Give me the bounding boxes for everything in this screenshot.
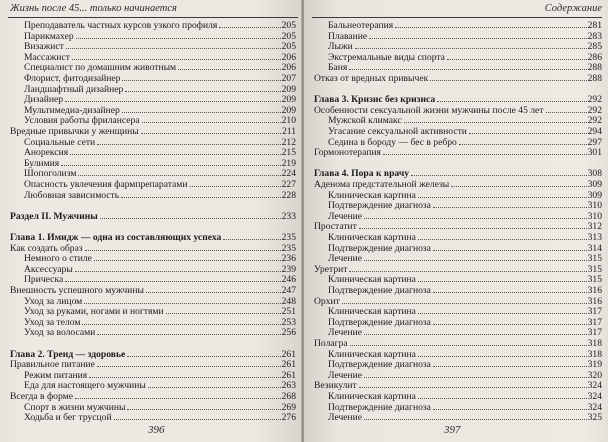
dot-leader	[433, 250, 587, 251]
toc-entry-title: Подтверждение диагноза	[328, 316, 431, 328]
toc-entry-title: Условия работы фрилансера	[24, 115, 140, 127]
toc-entry	[328, 412, 602, 424]
toc-entry-page: 209	[281, 104, 296, 116]
dot-leader	[146, 292, 281, 293]
toc-entry-title: Мультимедиа-дизайнер	[24, 104, 120, 116]
toc-entry-page: 294	[587, 126, 602, 137]
toc-entry-page: 251	[281, 306, 296, 318]
toc-entry-title: Немного о стиле	[24, 253, 92, 265]
page-number: 396	[148, 424, 165, 436]
dot-leader	[127, 409, 280, 410]
dot-leader	[166, 313, 281, 314]
dot-leader	[433, 207, 587, 208]
toc-entry-title: Клиническая картина	[328, 306, 416, 318]
toc-entry-title: Уход за руками, ногами и ногтями	[24, 306, 164, 318]
dot-leader	[364, 377, 587, 378]
toc-entry-title: Визажист	[24, 41, 64, 53]
toc-entry-page: 315	[587, 263, 602, 275]
dot-leader	[97, 366, 281, 367]
dot-leader	[459, 144, 587, 145]
toc-entry-page: 308	[587, 168, 602, 180]
toc-entry-page: 261	[281, 359, 296, 371]
toc-entry-page: 319	[587, 359, 602, 371]
toc-entry-page: 210	[281, 115, 296, 127]
toc-entry-title: Гормонотерапия	[314, 147, 381, 159]
dot-leader	[190, 186, 281, 187]
dot-leader	[369, 38, 586, 39]
dot-leader	[546, 112, 587, 113]
toc-entry-page: 261	[281, 369, 296, 381]
dot-leader	[418, 398, 587, 399]
toc-entry-title: Глава 2. Тренд — здоровье	[10, 348, 126, 360]
toc-entry-page: 215	[281, 147, 296, 159]
dot-leader	[355, 48, 587, 49]
dot-leader	[418, 281, 587, 282]
toc-entry-title: Дизайнер	[24, 94, 64, 106]
dot-leader	[364, 334, 587, 335]
toc-entry-page: 297	[587, 136, 602, 148]
toc-entry-title: Еда для настоящего мужчины	[24, 380, 146, 392]
toc-entry-page: 219	[281, 157, 296, 169]
toc-entry-page: 239	[281, 263, 296, 275]
toc-entry-title: Спорт в жизни мужчины	[24, 401, 126, 413]
toc-entry-page: 205	[281, 20, 296, 31]
dot-leader	[75, 398, 281, 399]
toc-entry-page: 269	[281, 401, 296, 413]
dot-leader	[82, 324, 280, 325]
dot-leader	[178, 69, 280, 70]
toc-entry-title: Как создать образ	[10, 242, 83, 254]
toc-entry-page: 283	[587, 30, 602, 42]
dot-leader	[418, 197, 587, 198]
toc-entry-title: Социальные сети	[24, 136, 96, 148]
toc-entry-page: 315	[587, 253, 602, 265]
dot-leader	[383, 154, 587, 155]
toc-entry-title: Везикулит	[314, 380, 357, 392]
toc-entry-page: 205	[281, 30, 296, 42]
toc-entry-title: Уход за телом	[24, 316, 81, 328]
toc-entry-title: Клиническая картина	[328, 189, 416, 201]
toc-entry-page: 318	[587, 348, 602, 360]
toc-entry-title: Уретрит	[314, 263, 348, 275]
toc-entry-title: Ходьба и бег трусцой	[24, 412, 112, 424]
toc-entry-page: 247	[281, 285, 296, 296]
dot-leader	[451, 186, 586, 187]
dot-leader	[97, 144, 280, 145]
toc-entry-page: 207	[281, 73, 296, 84]
toc-entry-page: 313	[587, 232, 602, 243]
toc-entry-page: 235	[281, 242, 296, 254]
toc-entry-page: 324	[587, 391, 602, 402]
toc-entry-title: Вредные привычки у женщины	[10, 126, 139, 137]
dot-leader	[433, 292, 587, 293]
toc-entry-title: Правильное питание	[10, 359, 95, 371]
dot-leader	[89, 377, 280, 378]
dot-leader	[122, 112, 281, 113]
toc-entry-title: Шопоголизм	[24, 168, 77, 180]
toc-entry-title: Мужской климакс	[328, 115, 402, 127]
toc-entry-title: Любовная зависимость	[24, 189, 120, 201]
toc-entry-page: 281	[587, 20, 602, 31]
dot-leader	[100, 218, 281, 219]
right-page	[304, 0, 608, 442]
toc-entry-title: Лыжи	[328, 41, 353, 53]
dot-leader	[359, 228, 587, 229]
toc-entry-title: Глава 3. Кризис без кризиса	[314, 94, 436, 106]
dot-leader	[65, 281, 280, 282]
toc-entry-title: Лечение	[328, 327, 363, 339]
toc-entry-page: 292	[587, 94, 602, 106]
toc-entry-page: 286	[587, 51, 602, 63]
dot-leader	[364, 419, 587, 420]
dot-leader	[447, 59, 587, 60]
toc-entry-title: Лечение	[328, 369, 363, 381]
toc-entry-title: Специалист по домашним животным	[24, 62, 177, 74]
toc-entry-title: Лечение	[328, 210, 363, 222]
toc-entry-page: 212	[281, 136, 296, 148]
toc-entry-page: 288	[587, 62, 602, 74]
dot-leader	[122, 80, 280, 81]
toc-entry-page: 310	[587, 200, 602, 212]
toc-entry-title: Парикмахер	[24, 30, 74, 42]
toc-entry-title: Аденома предстательной железы	[314, 179, 450, 190]
toc-entry-page: 309	[587, 179, 602, 190]
toc-entry-page: 309	[587, 189, 602, 201]
dot-leader	[84, 303, 280, 304]
dot-leader	[418, 356, 587, 357]
dot-leader	[97, 334, 280, 335]
toc-entry	[24, 412, 296, 424]
dot-leader	[75, 271, 281, 272]
toc-entry-title: Всегда в форме	[10, 391, 73, 402]
toc-entry-title: Бальнеотерапия	[328, 20, 394, 31]
dot-leader	[223, 239, 280, 240]
toc-entry-title: Клиническая картина	[328, 232, 416, 243]
dot-leader	[219, 27, 280, 28]
toc-entry-page: 268	[281, 391, 296, 402]
toc-entry-page: 324	[587, 380, 602, 392]
dot-leader	[114, 419, 281, 420]
toc-entry-page: 288	[587, 73, 602, 84]
dot-leader	[404, 122, 587, 123]
dot-leader	[127, 356, 280, 357]
dot-leader	[364, 218, 587, 219]
toc-entry-title: Внешность успешного мужчины	[10, 285, 144, 296]
dot-leader	[78, 175, 280, 176]
toc-entry-title: Баня	[328, 62, 348, 74]
toc-entry-title: Анорексия	[24, 147, 69, 159]
toc-entry-page: 320	[587, 369, 602, 381]
toc-entry-page: 236	[281, 253, 296, 265]
toc-entry-page: 315	[587, 274, 602, 286]
toc-entry-page: 256	[281, 327, 296, 339]
toc-entry-title: Подтверждение диагноза	[328, 242, 431, 254]
toc-entry-page: 246	[281, 274, 296, 286]
dot-leader	[430, 80, 586, 81]
toc-entry-title: Орхит	[314, 295, 340, 307]
toc-entry-page: 317	[587, 316, 602, 328]
dot-leader	[66, 48, 281, 49]
toc-entry-page: 292	[587, 115, 602, 127]
toc-entry-page: 227	[281, 179, 296, 190]
dot-leader	[418, 239, 587, 240]
toc-entry-page: 312	[587, 221, 602, 233]
dot-leader	[349, 271, 586, 272]
toc-entry-title: Глава 1. Имидж — одна из составляющих успеха	[10, 232, 222, 243]
toc-entry-page: 261	[281, 348, 296, 360]
toc-entry-title: Простатит	[314, 221, 357, 233]
toc-entry-title: Угасание сексуальной активности	[328, 126, 467, 137]
toc-entry-page: 224	[281, 168, 296, 180]
dot-leader	[433, 324, 587, 325]
toc-entry-title: Уход за волосами	[24, 327, 96, 339]
toc-entry-page: 325	[587, 412, 602, 424]
toc-entry-title: Прическа	[24, 274, 64, 286]
dot-leader	[70, 154, 280, 155]
toc-entry-page: 314	[587, 242, 602, 254]
toc-entry-page: 310	[587, 210, 602, 222]
toc-entry-title: Преподаватель частных курсов узкого профиля	[24, 20, 218, 31]
toc-entry-title: Подтверждение диагноза	[328, 285, 431, 296]
toc-entry-page: 206	[281, 51, 296, 63]
toc-entry-title: Экстремальные виды спорта	[328, 51, 445, 63]
dot-leader	[364, 260, 587, 261]
toc-entry-title: Глава 4. Пора к врачу	[314, 168, 410, 180]
toc-entry-title: Уход за лицом	[24, 295, 83, 307]
toc-entry-title: Особенности сексуальной жизни мужчины после 45 лет	[314, 104, 544, 116]
toc-entry-page: 316	[587, 285, 602, 296]
toc-entry-title: Режим питания	[24, 369, 88, 381]
toc-entry-title: Клиническая картина	[328, 348, 416, 360]
toc-entry-page: 285	[587, 41, 602, 53]
toc-entry-title: Лечение	[328, 253, 363, 265]
toc-entry-page: 276	[281, 412, 296, 424]
dot-leader	[65, 101, 281, 102]
toc-entry-title: Лечение	[328, 412, 363, 424]
dot-leader	[61, 165, 280, 166]
dot-leader	[72, 59, 281, 60]
dot-leader	[141, 133, 281, 134]
toc-entry-title: Подтверждение диагноза	[328, 200, 431, 212]
toc-entry-title: Седина в бороду — бес в ребро	[328, 136, 457, 148]
dot-leader	[433, 409, 587, 410]
dot-leader	[148, 387, 281, 388]
toc-entry-page: 209	[281, 94, 296, 106]
toc-entry-title: Раздел II. Мужчины	[10, 210, 98, 222]
dot-leader	[395, 27, 586, 28]
dot-leader	[342, 303, 587, 304]
toc-entry-title: Массажист	[24, 51, 70, 63]
toc-entry-page: 209	[281, 83, 296, 95]
dot-leader	[411, 175, 587, 176]
toc-entry-page: 248	[281, 295, 296, 307]
toc-entry-title: Опасность увлечения фармпрепаратами	[24, 179, 188, 190]
toc-entry-page: 318	[587, 338, 602, 349]
dot-leader	[350, 345, 587, 346]
dot-leader	[121, 197, 280, 198]
running-header: Содержание	[544, 3, 602, 14]
toc-entry-page: 206	[281, 62, 296, 74]
dot-leader	[94, 260, 281, 261]
toc-entry-page: 228	[281, 189, 296, 201]
page-number: 397	[444, 424, 461, 436]
dot-leader	[433, 366, 587, 367]
header-rule	[312, 17, 602, 18]
toc-entry-page: 235	[281, 232, 296, 243]
left-page	[0, 0, 302, 442]
header-rule	[8, 17, 298, 18]
toc-entry-page: 317	[587, 327, 602, 339]
dot-leader	[359, 387, 587, 388]
toc-entry-page: 211	[281, 126, 296, 137]
dot-leader	[418, 313, 587, 314]
toc-entry-page: 317	[587, 306, 602, 318]
toc-entry-page: 263	[281, 380, 296, 392]
dot-leader	[437, 101, 586, 102]
toc-entry-title: Плавание	[328, 30, 368, 42]
dot-leader	[76, 38, 281, 39]
dot-leader	[125, 91, 280, 92]
toc-entry-title: Ландшафтный дизайнер	[24, 83, 124, 95]
toc-entry-title: Булимия	[24, 157, 60, 169]
toc-entry-title: Клиническая картина	[328, 391, 416, 402]
toc-entry-page: 292	[587, 104, 602, 116]
toc-entry-page: 253	[281, 316, 296, 328]
toc-entry-title: Подтверждение диагноза	[328, 401, 431, 413]
dot-leader	[85, 250, 281, 251]
dot-leader	[142, 122, 281, 123]
toc-entry-title: Аксессуары	[24, 263, 73, 275]
toc-entry-title: Флорист, фитодизайнер	[24, 73, 121, 84]
toc-entry-page: 324	[587, 401, 602, 413]
running-header: Жизнь после 45... только начинается	[10, 3, 177, 14]
toc-entry-title: Подтверждение диагноза	[328, 359, 431, 371]
toc-entry-title: Полагра	[314, 338, 348, 349]
toc-entry-page: 316	[587, 295, 602, 307]
dot-leader	[469, 133, 587, 134]
toc-entry-title: Отказ от вредных привычек	[314, 73, 429, 84]
toc-entry-title: Клиническая картина	[328, 274, 416, 286]
toc-entry-page: 233	[281, 210, 296, 222]
dot-leader	[349, 69, 586, 70]
toc-entry-page: 205	[281, 41, 296, 53]
toc-entry-page: 301	[587, 147, 602, 159]
